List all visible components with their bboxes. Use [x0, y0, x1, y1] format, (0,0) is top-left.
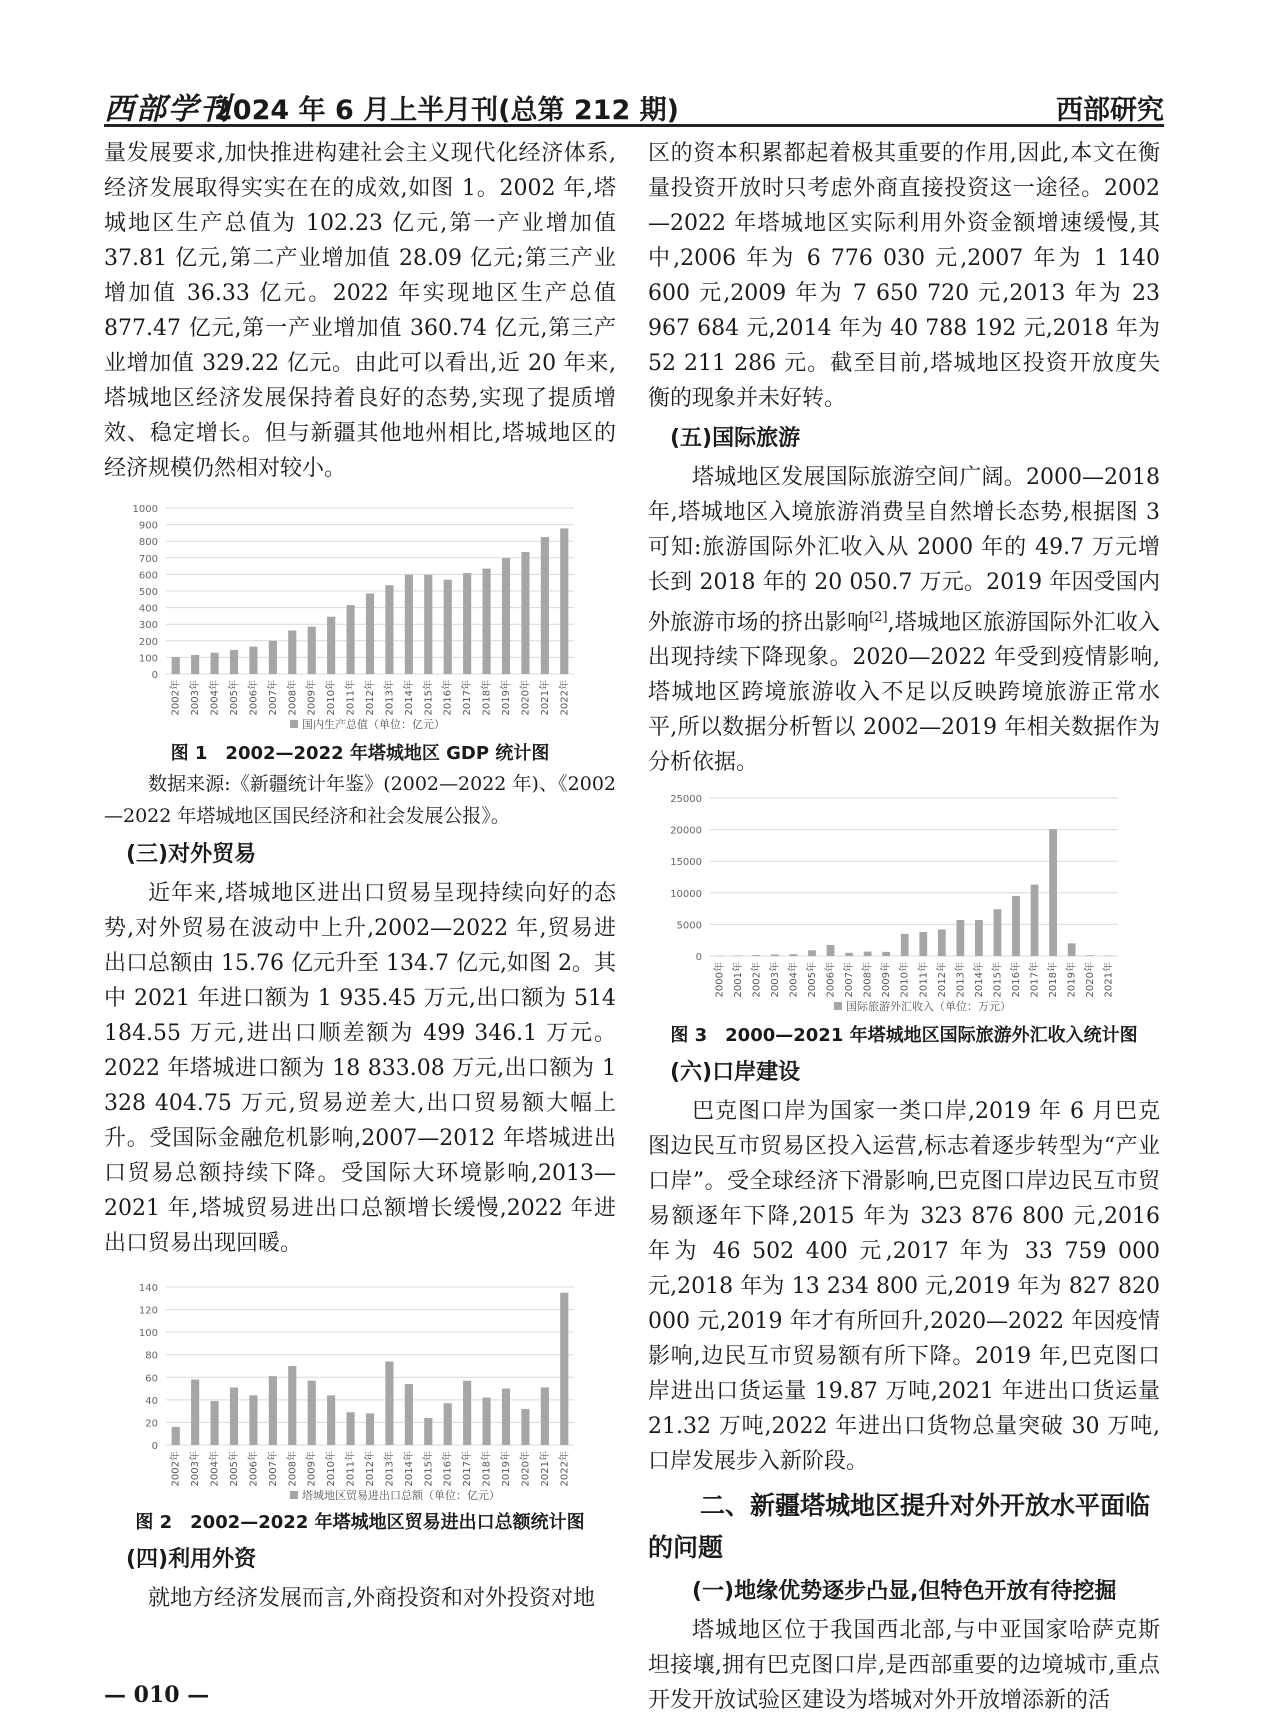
x-tick-label: 2019年	[501, 680, 512, 716]
bar	[938, 930, 946, 957]
bar	[424, 1418, 432, 1445]
paragraph-trade: 近年来,塔城地区进出口贸易呈现持续向好的态势,对外贸易在波动中上升,2002—2022 年,贸易进出口总额由 15.76 亿元升至 134.7 亿元,如图 2。其中 2021 年进口额为 1 935.45 万元,出口额为 514 184.55 万元,进出口顺差额为 499 346.1 万元。2022 年塔城进口额为 18 833.08 万元,出口额为 1 328 404.75 万元,贸易逆差大,出口贸易额大幅上升。受国际金融危机影响,2007—2012 年塔城进出口贸易总额持续下降。受国际大环境影响,2013—2021 年,塔城贸易进出口总额增长缓慢,2022 年进出口贸易出现回暖。	[104, 881, 616, 1256]
section-2-heading: 二、新疆塔城地区提升对外开放水平面临的问题	[648, 1491, 1151, 1563]
x-tick-label: 2000年	[714, 962, 726, 998]
x-tick-label: 2009年	[306, 680, 318, 716]
paragraph-port: 巴克图口岸为国家一类口岸,2019 年 6 月巴克图边民互市贸易区投入运营,标志着逐步转型为“产业口岸”。受全球经济下滑影响,巴克图口岸边民互市贸易额逐年下降,2015 年为 323 876 800 元,2016 年为 46 502 400 元,2017 年为 33 759 000 元,2018 年为 13 234 800 元,2019 年为 827 820 000 元,2019 年才有所回升,2020—2022 年因疫情影响,边民互市贸易额有所下降。2019 年,巴克图口岸进出口货运量 19.87 万吨,2021 年进出口货运量 21.32 万吨,2022 年进出口货物总量突破 30 万吨,口岸发展步入新阶段。	[648, 1099, 1160, 1475]
bar	[482, 1398, 490, 1445]
gdp-chart	[104, 496, 616, 736]
figure-3	[648, 786, 1160, 1050]
y-tick-label: 60	[145, 1373, 158, 1385]
bar	[444, 580, 452, 674]
bar	[327, 1395, 335, 1445]
x-tick-label: 2012年	[365, 680, 376, 716]
figure-2-caption: 图 2 2002—2022 年塔城地区贸易进出口总额统计图	[135, 1512, 585, 1533]
y-tick-label: 40	[145, 1395, 158, 1407]
heading-port-construction: (六)口岸建设	[670, 1060, 801, 1086]
bar	[975, 920, 983, 956]
bar	[882, 952, 890, 956]
x-tick-label: 2014年	[973, 962, 985, 998]
y-tick-label: 0	[695, 952, 702, 964]
x-tick-label: 2005年	[229, 1451, 240, 1487]
x-tick-label: 2013年	[384, 1451, 396, 1487]
bar	[269, 1376, 277, 1445]
bar	[734, 956, 742, 957]
x-tick-label: 2012年	[365, 1451, 376, 1487]
x-tick-label: 2016年	[442, 1451, 454, 1487]
x-tick-label: 2009年	[306, 1451, 318, 1487]
x-tick-label: 2006年	[248, 1451, 260, 1487]
bar	[172, 1427, 180, 1445]
x-tick-label: 2007年	[844, 962, 856, 998]
x-tick-label: 2003年	[769, 962, 781, 998]
bar	[956, 920, 964, 956]
x-tick-label: 2003年	[190, 1451, 202, 1487]
y-tick-label: 300	[138, 620, 158, 632]
x-tick-label: 2013年	[384, 680, 396, 716]
bar	[366, 593, 374, 674]
x-tick-label: 2016年	[1011, 962, 1022, 998]
bar	[346, 1412, 354, 1445]
y-tick-label: 100	[138, 1328, 158, 1340]
x-tick-label: 2022年	[559, 680, 571, 716]
x-tick-label: 2017年	[1029, 962, 1041, 998]
bar	[405, 575, 413, 674]
bar	[1086, 956, 1094, 957]
bar	[560, 1293, 568, 1445]
tourism-chart	[648, 786, 1160, 1018]
x-tick-label: 2015年	[423, 1451, 435, 1487]
bar	[405, 1384, 413, 1445]
bar	[1049, 830, 1057, 957]
x-tick-label: 2004年	[209, 1451, 221, 1487]
x-tick-label: 2008年	[287, 1451, 299, 1487]
y-tick-label: 400	[138, 603, 158, 615]
y-tick-label: 500	[138, 587, 158, 598]
paragraph-gdp: 量发展要求,加快推进构建社会主义现代化经济体系,经济发展取得实实在在的成效,如图 1。2002 年,塔城地区生产总值为 102.23 亿元,第一产业增加值 37.81 亿元,第二产业增加值 28.09 亿元;第三产业增加值 36.33 亿元。2022 年实现地区生产总值 877.47 亿元,第一产业增加值 360.74 亿元,第三产业增加值 329.22 亿元。由此可以看出,近 20 年来,塔城地区经济发展保持着良好的态势,实现了提质增效、稳定增长。但与新疆其他地州相比,塔城地区的经济规模仍然相对较小。	[104, 141, 616, 481]
x-tick-label: 2021年	[539, 1451, 551, 1487]
bar	[901, 934, 909, 956]
bar	[771, 955, 779, 956]
x-tick-label: 2021年	[1103, 962, 1115, 998]
x-tick-label: 2002年	[751, 962, 763, 998]
bar	[502, 1389, 510, 1445]
paragraph-investment-cont: 区的资本积累都起着极其重要的作用,因此,本文在衡量投资开放时只考虑外商直接投资这一途径。2002—2022 年塔城地区实际利用外资金额增速缓慢,其中,2006 年为 6 776 030 元,2007 年为 1 140 600 元,2009 年为 7 650 720 元,2013 年为 23 967 684 元,2014 年为 40 788 192 元,2018 年为 52 211 286 元。截至目前,塔城地区投资开放度失衡的现象并未好转。	[648, 141, 1160, 411]
y-tick-label: 600	[138, 570, 158, 582]
y-tick-label: 15000	[670, 857, 702, 869]
x-tick-label: 2013年	[955, 962, 967, 998]
paragraph-tourism	[648, 460, 1160, 780]
x-tick-label: 2008年	[862, 962, 874, 998]
y-tick-label: 900	[138, 520, 158, 532]
bar	[249, 1395, 257, 1445]
left-column	[104, 136, 616, 1616]
y-tick-label: 25000	[670, 794, 702, 806]
x-tick-label: 2002年	[170, 680, 182, 716]
bar	[230, 650, 238, 674]
bar	[919, 932, 927, 956]
paragraph-geography: 塔城地区位于我国西北部,与中亚国家哈萨克斯坦接壤,拥有巴克图口岸,是西部重要的边境城市,重点开发开放试验区建设为塔城对外开放增添新的活	[648, 1618, 1160, 1714]
x-tick-label: 2006年	[248, 680, 260, 716]
figure-3-caption: 图 3 2000—2021 年塔城地区国际旅游外汇收入统计图	[670, 1025, 1138, 1047]
x-tick-label: 2003年	[190, 680, 202, 716]
y-tick-label: 800	[138, 537, 158, 549]
paragraph-investment: 就地方经济发展而言,外商投资和对外投资对地	[148, 1586, 595, 1611]
y-tick-label: 200	[138, 636, 158, 648]
x-tick-label: 2020年	[520, 680, 532, 716]
bar	[191, 655, 199, 674]
y-tick-label: 140	[138, 1283, 158, 1294]
x-tick-label: 2017年	[462, 680, 474, 716]
bar	[994, 910, 1002, 957]
x-tick-label: 2018年	[481, 680, 493, 716]
heading-international-tourism: (五)国际旅游	[670, 426, 801, 451]
x-tick-label: 2016年	[442, 680, 454, 716]
bar	[366, 1413, 374, 1445]
journal-logo: 西部学刊	[104, 92, 232, 127]
x-tick-label: 2011年	[918, 962, 930, 998]
y-tick-label: 100	[138, 653, 158, 665]
y-tick-label: 20000	[670, 825, 702, 837]
x-tick-label: 2002年	[170, 1451, 182, 1487]
x-tick-label: 2004年	[788, 962, 800, 998]
x-tick-label: 2022年	[559, 1451, 571, 1487]
right-column	[648, 136, 1160, 1718]
bar	[346, 605, 354, 674]
bar	[864, 952, 872, 956]
bar	[327, 617, 335, 674]
trade-chart	[104, 1275, 616, 1507]
x-tick-label: 2015年	[992, 962, 1004, 998]
x-tick-label: 2019年	[501, 1451, 512, 1487]
bar	[191, 1380, 199, 1445]
y-tick-label: 80	[145, 1350, 158, 1362]
heading-foreign-trade: (三)对外贸易	[126, 842, 257, 867]
bar	[463, 573, 471, 674]
x-tick-label: 2021年	[539, 680, 551, 716]
legend-swatch	[290, 1491, 298, 1499]
bar	[560, 528, 568, 674]
bar	[1012, 896, 1020, 956]
bar	[521, 552, 529, 674]
bar	[308, 627, 316, 674]
y-tick-label: 20	[145, 1418, 158, 1430]
x-tick-label: 2015年	[423, 680, 435, 716]
heading-foreign-investment: (四)利用外资	[126, 1547, 257, 1572]
bar	[1105, 956, 1113, 957]
tourism-text-b: ,塔城地区旅游国际外汇收入出现持续下降现象。2020—2022 年受到疫情影响,塔城地区跨境旅游收入不足以反映跨境旅游正常水平,所以数据分析暂以 2002—2019 年相关数据作为分析依据。	[648, 610, 1160, 776]
figure-1	[104, 496, 616, 768]
page-number: — 010 —	[104, 1682, 210, 1708]
bar	[210, 1401, 218, 1445]
bar	[249, 647, 257, 674]
issue-info: 2024 年 6 月上半月刊(总第 212 期)	[214, 95, 679, 126]
bar	[444, 1403, 452, 1445]
x-tick-label: 2014年	[403, 1451, 415, 1487]
x-tick-label: 2010年	[899, 962, 911, 998]
x-tick-label: 2019年	[1066, 962, 1078, 998]
x-tick-label: 2018年	[481, 1451, 493, 1487]
bar	[541, 537, 549, 674]
figure-2	[104, 1275, 616, 1537]
x-tick-label: 2005年	[229, 680, 240, 716]
heading-geographic-advantage: (一)地缘优势逐步凸显,但特色开放有待挖掘	[692, 1579, 1117, 1605]
bar	[502, 558, 510, 674]
y-tick-label: 10000	[670, 889, 702, 901]
figure-1-source: 数据来源:《新疆统计年鉴》(2002—2022 年)、《2002—2022 年塔城地区国民经济和社会发展公报》。	[104, 773, 616, 827]
bar	[269, 641, 277, 674]
bar	[385, 585, 393, 674]
x-tick-label: 2008年	[287, 680, 299, 716]
y-tick-label: 0	[151, 1441, 158, 1452]
legend-label: 国内生产总值（单位：亿元）	[302, 718, 445, 731]
x-tick-label: 2007年	[267, 680, 279, 716]
x-tick-label: 2001年	[732, 962, 744, 998]
bar	[230, 1387, 238, 1445]
legend-label: 国际旅游外汇收入（单位：万元）	[846, 1000, 1011, 1014]
bar	[827, 945, 835, 956]
y-tick-label: 0	[151, 670, 158, 681]
bar	[288, 631, 296, 674]
x-tick-label: 2014年	[403, 680, 415, 716]
bar	[1031, 885, 1039, 956]
y-tick-label: 5000	[676, 920, 702, 932]
x-tick-label: 2018年	[1048, 962, 1060, 998]
x-tick-label: 2010年	[326, 680, 338, 716]
bar	[1068, 944, 1076, 957]
section-title: 西部研究	[1056, 95, 1164, 126]
y-tick-label: 120	[138, 1305, 158, 1317]
page-header	[104, 80, 1164, 127]
bar	[541, 1387, 549, 1445]
bar	[845, 953, 853, 956]
x-tick-label: 2012年	[936, 962, 948, 998]
x-tick-label: 2020年	[520, 1451, 532, 1487]
x-tick-label: 2009年	[881, 962, 893, 998]
tourism-text-a: 塔城地区发展国际旅游空间广阔。2000—2018 年,塔城地区入境旅游消费呈自然增长态势,根据图 3 可知:旅游国际外汇收入从 2000 年的 49.7 万元增长到 2018 年的 20 050.7 万元。2019 年因受国内外旅游市场的挤出影响	[648, 465, 1160, 636]
x-tick-label: 2010年	[326, 1451, 338, 1487]
bar	[790, 954, 798, 956]
bar	[308, 1381, 316, 1445]
figure-1-caption: 图 1 2002—2022 年塔城地区 GDP 统计图	[170, 743, 550, 764]
citation-ref: [2]	[869, 610, 888, 625]
y-tick-label: 1000	[132, 504, 158, 515]
bar	[463, 1381, 471, 1445]
bar	[385, 1361, 393, 1445]
legend-swatch	[834, 1002, 842, 1010]
x-tick-label: 2017年	[462, 1451, 474, 1487]
bar	[210, 653, 218, 674]
bar	[482, 569, 490, 674]
x-tick-label: 2011年	[345, 1451, 357, 1487]
bar	[752, 955, 760, 956]
x-tick-label: 2004年	[209, 680, 221, 716]
y-tick-label: 700	[138, 553, 158, 565]
bar	[288, 1366, 296, 1445]
bar	[424, 575, 432, 674]
x-tick-label: 2005年	[807, 962, 818, 998]
x-tick-label: 2007年	[267, 1451, 279, 1487]
x-tick-label: 2006年	[825, 962, 837, 998]
x-tick-label: 2011年	[345, 680, 357, 716]
x-tick-label: 2020年	[1085, 962, 1097, 998]
legend-swatch	[290, 720, 298, 728]
bar	[172, 657, 180, 674]
bar	[808, 951, 816, 957]
bar	[521, 1409, 529, 1445]
legend-label: 塔城地区贸易进出口总额（单位：亿元）	[302, 1489, 500, 1502]
